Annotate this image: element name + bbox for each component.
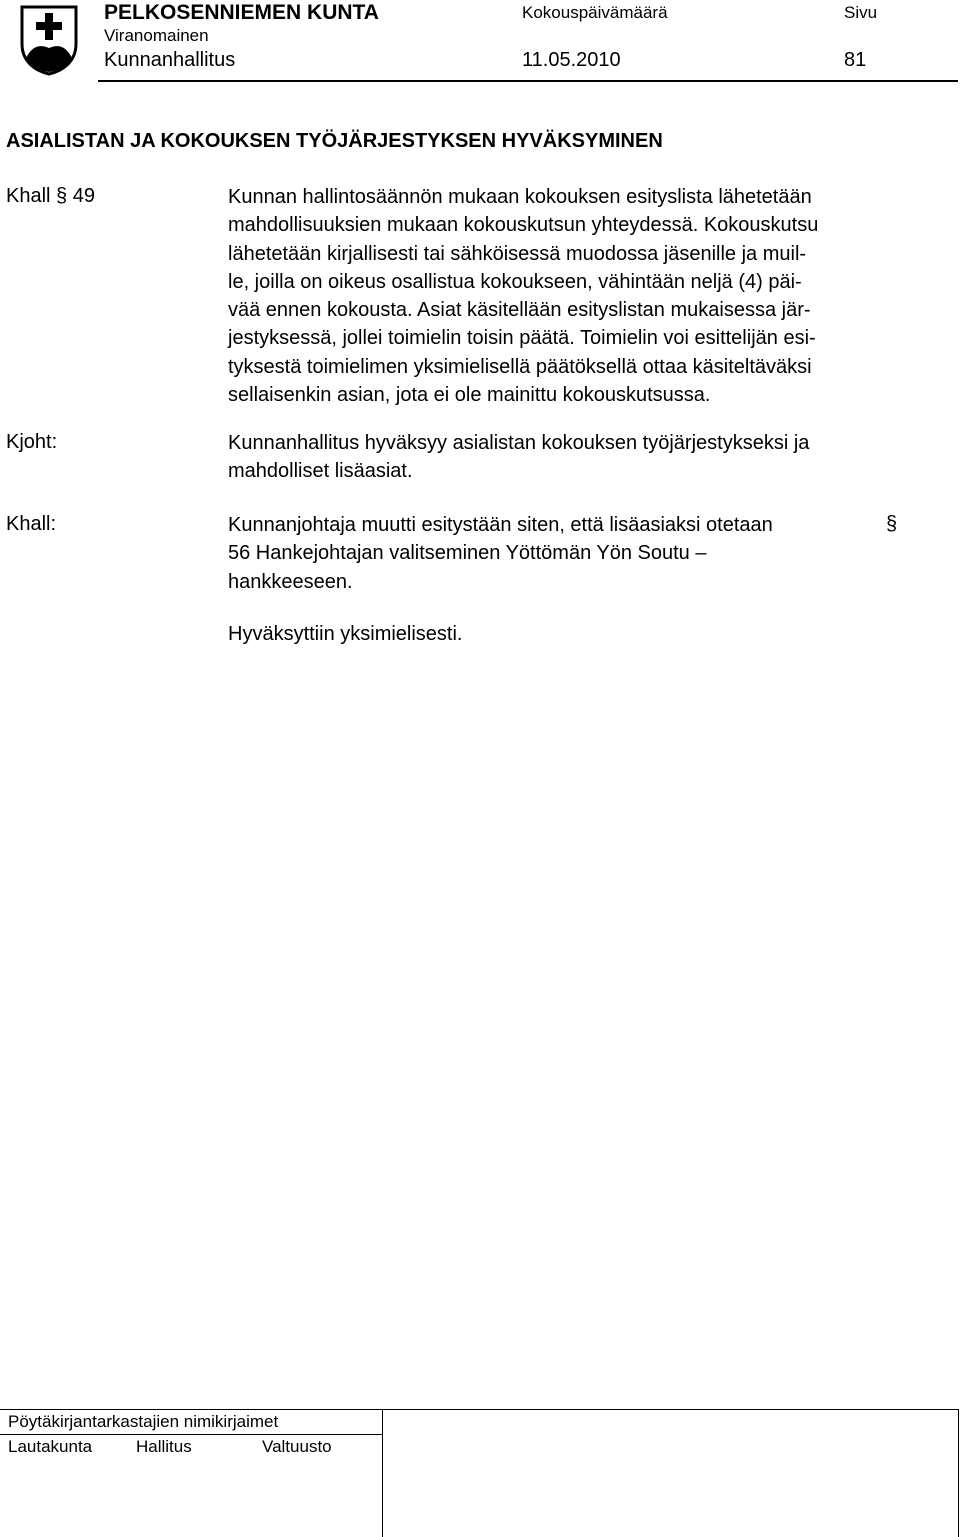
footer-column-lautakunta: Lautakunta — [8, 1437, 93, 1456]
intro-paragraph — [228, 183, 818, 409]
khall-decision-text — [228, 511, 773, 596]
footer-heading-border — [0, 1434, 382, 1435]
authority-label: Viranomainen — [104, 26, 209, 45]
municipal-coat-of-arms-logo — [18, 4, 80, 76]
decision-line: 56 Hankejohtajan valitseminen Yöttömän Yön Soutu – — [228, 542, 707, 565]
kjoht-label: Kjoht: — [6, 431, 58, 453]
section-prefix: Khall — [6, 185, 51, 207]
intro-line: Kunnan hallintosäännön mukaan kokouksen esityslista lähetetään — [228, 186, 812, 208]
decision-line: hankkeeseen. — [228, 570, 353, 593]
decision-line: Kunnanjohtaja muutti esitystään siten, että lisäasiaksi otetaan — [228, 514, 773, 536]
footer-top-border — [0, 1409, 958, 1410]
proposal-line: mahdolliset lisäasiat. — [228, 460, 413, 483]
page-number: 81 — [844, 49, 867, 71]
section-reference — [6, 185, 95, 208]
intro-line: tyksestä toimielimen yksimielisellä päätöksellä ottaa käsiteltäväksi — [228, 355, 812, 378]
body-name: Kunnanhallitus — [104, 49, 236, 71]
intro-line: lähetetään kirjallisesti tai sähköisessä muodossa jäsenille ja muil- — [228, 242, 807, 265]
document-title: ASIALISTAN JA KOKOUKSEN TYÖJÄRJESTYKSEN HYVÄKSYMINEN — [6, 130, 663, 152]
municipality-name: PELKOSENNIEMEN KUNTA — [104, 1, 379, 24]
section-number: 49 — [72, 185, 95, 207]
decision-result: Hyväksyttiin yksimielisesti. — [228, 623, 463, 645]
page-label: Sivu — [844, 3, 878, 22]
date-value: 11.05.2010 — [522, 49, 621, 71]
kjoht-proposal — [228, 429, 809, 486]
date-label: Kokouspäivämäärä — [522, 3, 668, 22]
intro-line: jestyksessä, jollei toimielin toisin päätä. Toimielin voi esittelijän esi- — [228, 327, 816, 350]
intro-line: le, joilla on oikeus osallistua kokoukseen, vähintään neljä (4) päi- — [228, 270, 802, 293]
section-sign: § — [56, 185, 68, 207]
footer-column-valtuusto: Valtuusto — [262, 1437, 332, 1456]
khall-label: Khall: — [6, 513, 57, 535]
footer-heading: Pöytäkirjantarkastajien nimikirjaimet — [8, 1412, 279, 1431]
intro-line: sellaisenkin asian, jota ei ole mainittu kokouskutsussa. — [228, 384, 711, 407]
proposal-line: Kunnanhallitus hyväksyy asialistan kokouksen työjärjestykseksi ja — [228, 432, 810, 454]
footer-right-border — [958, 1409, 959, 1537]
intro-line: mahdollisuuksien mukaan kokouskutsun yhteydessä. Kokouskutsu — [228, 214, 819, 237]
footer-column-divider — [382, 1409, 383, 1537]
footer-column-hallitus: Hallitus — [136, 1437, 192, 1456]
footer-signature-table — [0, 1409, 960, 1537]
decision-section-sign: § — [886, 513, 898, 535]
intro-line: vää ennen kokousta. Asiat käsitellään esityslistan mukaisessa jär- — [228, 299, 811, 322]
header-divider — [98, 80, 958, 82]
